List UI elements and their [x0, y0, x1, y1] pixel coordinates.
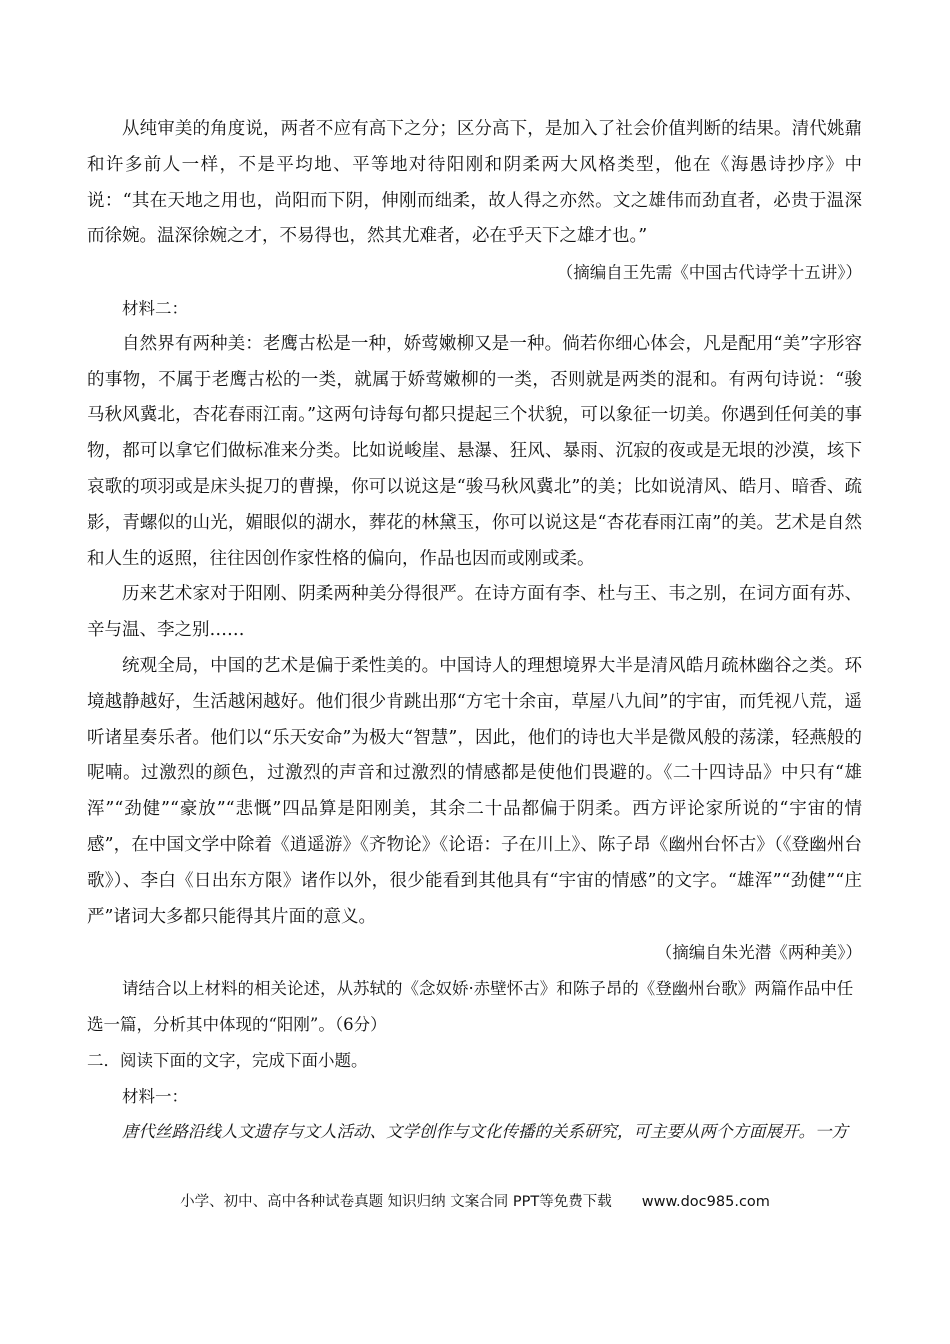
material2-paragraph-2: 历来艺术家对于阳刚、阴柔两种美分得很严。在诗方面有李、杜与王、韦之别，在词方面有苏、辛与温、李之别…… [87, 584, 862, 641]
section2-material1-text: 唐代丝路沿线人文遗存与文人活动、文学创作与文化传播的关系研究，可主要从两个方面展开。一方 [122, 1122, 848, 1142]
section2-material1-label: 材料一： [122, 1086, 188, 1106]
material2-paragraph-3: 统观全局，中国的艺术是偏于柔性美的。中国诗人的理想境界大半是清风皓月疏林幽谷之类。环境越静越好，生活越闲越好。他们很少肯跳出那“方宅十余亩，草屋八九间”的宇宙，而凭视八荒，遥听诸星奏乐者。他们以“乐天安命”为极大“智慧”，因此，他们的诗也大半是微风般的荡漾，轻燕般的呢喃。过激烈的颜色，过激烈的声音和过激烈的情感都是使他们畏避的。《二十四诗品》中只有“雄浑”“劲健”“豪放”“悲慨”四品算是阳刚美，其余二十品都偏于阴柔。西方评论家所说的“宇宙的情感”，在中国文学中除着《逍遥游》《齐物论》《论语：子在川上》、陈子昂《幽州台怀古》（《登幽州台歌》）、李白《日出东方限》诸作以外，很少能看到其他具有“宇宙的情感”的文字。“雄浑”“劲健”“庄严”诸词大多都只能得其片面的意义。 [87, 655, 862, 927]
footer-text: 小学、初中、高中各种试卷真题 知识归纳 文案合同 PPT等免费下载 [180, 1194, 612, 1210]
material2-paragraph-1: 自然界有两种美：老鹰古松是一种，娇莺嫩柳又是一种。倘若你细心体会，凡是配用“美”字形容的事物，不属于老鹰古松的一类，就属于娇莺嫩柳的一类，否则就是两类的混和。有两句诗说：“骏马秋风冀北，杏花春雨江南。”这两句诗每句都只提起三个状貌，可以象征一切美。你遇到任何美的事物，都可以拿它们做标准来分类。比如说峻崖、悬瀑、狂风、暴雨、沉寂的夜或是无垠的沙漠，垓下哀歌的项羽或是床头捉刀的曹操，你可以说这是“骏马秋风冀北”的美；比如说清风、皓月、暗香、疏影，青螺似的山光，媚眼似的湖水，葬花的林黛玉，你可以说这是“杏花春雨江南”的美。艺术是自然和人生的返照，往往因创作家性格的偏向，作品也因而或刚或柔。 [87, 333, 862, 569]
material2-label: 材料二： [122, 298, 188, 318]
footer-site: www.doc985.com [641, 1194, 770, 1210]
question-prompt: 请结合以上材料的相关论述，从苏轼的《念奴娇·赤壁怀古》和陈子昂的《登幽州台歌》两篇作品中任选一篇，分析其中体现的“阳刚”。（6分） [87, 979, 854, 1034]
material1-source: （摘编自王先需《中国古代诗学十五讲》） [556, 263, 862, 283]
section2-heading: 二．阅读下面的文字，完成下面小题。 [87, 1050, 368, 1070]
page-footer [0, 1190, 950, 1211]
document-body [87, 112, 862, 1150]
material2-source: （摘编自朱光潜《两种美》） [655, 943, 862, 963]
material1-closing-paragraph: 从纯审美的角度说，两者不应有高下之分；区分高下，是加入了社会价值判断的结果。清代姚鼐和许多前人一样，不是平均地、平等地对待阳刚和阴柔两大风格类型，他在《海愚诗抄序》中说：“其在天地之用也，尚阳而下阴，伸刚而绌柔，故人得之亦然。文之雄伟而劲直者，必贵于温深而徐婉。温深徐婉之才，不易得也，然其尤难者，必在乎天下之雄才也。” [87, 119, 862, 247]
